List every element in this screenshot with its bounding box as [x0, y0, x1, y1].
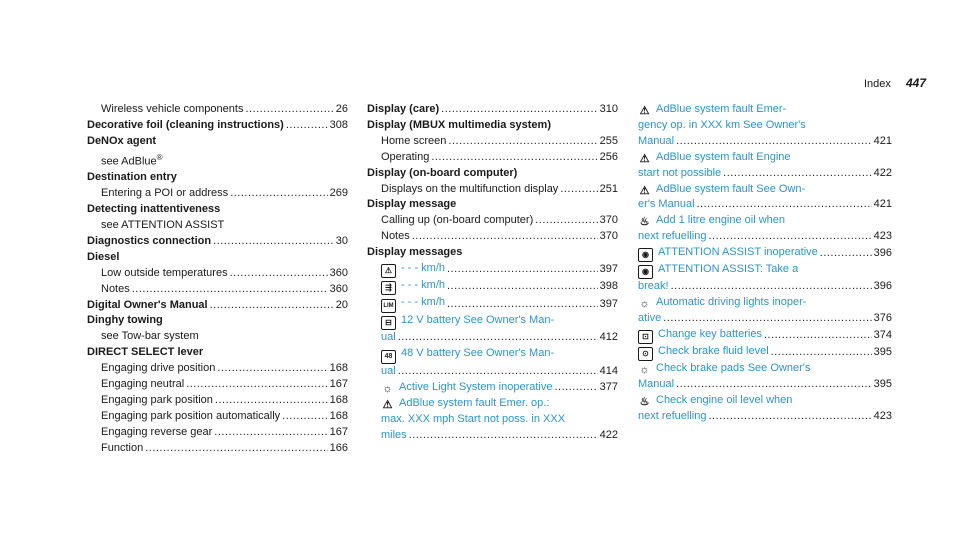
index-entry — [638, 295, 892, 311]
index-entry-cont: next refuelling ..... 423 — [638, 229, 892, 245]
index-link[interactable]: - - - km/h — [401, 296, 445, 309]
index-entry: ⇶ - - - km/h ..... 398 — [367, 278, 618, 295]
index-heading: Display (MBUX multimedia system) — [367, 118, 551, 131]
index-heading: Diesel — [87, 250, 120, 263]
index-entry — [367, 313, 618, 330]
limiter-icon: LIM — [381, 299, 396, 313]
index-link[interactable]: Automatic driving lights inoper- — [656, 296, 807, 309]
index-entry: Engaging park position ..... 168 — [87, 393, 348, 409]
index-entry: Digital Owner's Manual ..... 20 — [87, 298, 348, 314]
index-entry — [638, 150, 892, 166]
index-entry: Displays on the multifunction display ..... 251 — [367, 182, 618, 198]
index-entry: LIM - - - km/h ..... 397 — [367, 295, 618, 313]
index-heading: Display messages — [367, 246, 463, 259]
index-entry — [638, 182, 892, 198]
see-reference: see Tow-bar system — [101, 330, 199, 343]
index-entry-cont: ual ..... 412 — [367, 330, 618, 346]
index-link[interactable]: 48 V battery See Owner's Man- — [401, 346, 555, 359]
index-entry-cont: start not possible ..... 422 — [638, 166, 892, 182]
index-heading: Dinghy towing — [87, 314, 163, 327]
index-entry: Notes ..... 360 — [87, 282, 348, 298]
index-link[interactable]: Check brake fluid level — [658, 344, 769, 357]
index-entry — [638, 393, 892, 409]
index-entry: Engaging neutral ..... 167 — [87, 377, 348, 393]
index-entry — [367, 346, 618, 364]
index-entry: Function ..... 166 — [87, 441, 348, 457]
index-entry — [638, 213, 892, 229]
page-number: 447 — [905, 76, 926, 90]
brake-fluid-icon: ⊙ — [638, 347, 653, 361]
index-entry: Low outside temperatures ..... 360 — [87, 266, 348, 282]
oil-can-icon: ♨ — [639, 216, 650, 229]
index-link[interactable]: AdBlue system fault Emer- — [656, 103, 787, 115]
distance-assist-icon: ⇶ — [381, 281, 396, 295]
index-entry-cont[interactable]: max. XXX mph Start not poss. in XXX — [381, 412, 566, 425]
index-column-2 — [367, 102, 618, 444]
index-column-1 — [87, 102, 348, 457]
index-entry-cont: next refuelling ..... 423 — [638, 409, 892, 425]
index-entry: ⊙ Check brake fluid level ..... 395 — [638, 344, 892, 361]
index-entry — [638, 262, 892, 279]
index-heading: Destination entry — [87, 171, 177, 184]
index-entry: Diagnostics connection ..... 30 — [87, 234, 348, 250]
index-entry-cont: break! ..... 396 — [638, 279, 892, 295]
index-entry: Display (care) ..... 310 — [367, 102, 618, 118]
adblue-icon: ⚠ — [639, 105, 650, 117]
index-entry — [367, 396, 618, 412]
index-heading: Detecting inattentiveness — [87, 203, 221, 216]
index-entry-cont: ual ..... 414 — [367, 364, 618, 380]
index-entry-cont: ative ..... 376 — [638, 311, 892, 327]
index-entry — [638, 361, 892, 377]
light-icon: ☼ — [639, 298, 650, 311]
header-title: Index — [863, 78, 891, 90]
see-reference: see AdBlue® — [101, 152, 163, 168]
index-entry-cont: Manual ..... 395 — [638, 377, 892, 393]
index-entry: Decorative foil (cleaning instructions) ..... 308 — [87, 118, 348, 134]
adblue-icon: ⚠ — [639, 184, 650, 197]
index-link[interactable]: Add 1 litre engine oil when — [656, 214, 786, 227]
index-entry-cont: er's Manual ..... 421 — [638, 197, 892, 213]
index-link[interactable]: ATTENTION ASSIST: Take a — [658, 263, 799, 276]
adblue-icon: ⚠ — [639, 152, 650, 165]
index-heading: DeNOx agent — [87, 134, 157, 147]
battery-icon: ⊟ — [381, 316, 396, 330]
index-link[interactable]: ATTENTION ASSIST inoperative — [658, 246, 818, 259]
index-entry: Engaging reverse gear ..... 167 — [87, 425, 348, 441]
index-heading: DIRECT SELECT lever — [87, 346, 204, 359]
index-heading: Display (on-board computer) — [367, 166, 518, 179]
attention-assist-icon: ◉ — [638, 265, 653, 279]
index-entry: Engaging drive position ..... 168 — [87, 361, 348, 377]
index-entry-cont: miles ..... 422 — [367, 428, 618, 444]
index-entry: Entering a POI or address ..... 269 — [87, 186, 348, 202]
index-link[interactable]: Change key batteries — [658, 327, 762, 340]
index-entry-cont: Manual ..... 421 — [638, 134, 892, 150]
page-header — [864, 76, 926, 90]
index-link[interactable]: AdBlue system fault Emer. op.: — [399, 396, 550, 409]
index-entry: Engaging park position automatically ..... 168 — [87, 409, 348, 425]
index-entry: ⊡ Change key batteries ..... 374 — [638, 327, 892, 344]
key-battery-icon: ⊡ — [638, 330, 653, 344]
index-link[interactable]: - - - km/h — [401, 262, 445, 275]
brake-pads-icon: ☼ — [639, 363, 650, 376]
index-entry: Notes ..... 370 — [367, 229, 618, 245]
index-entry: Operating ..... 256 — [367, 150, 618, 166]
index-link[interactable]: AdBlue system fault See Own- — [656, 182, 806, 195]
index-link[interactable]: Check brake pads See Owner's — [656, 361, 811, 374]
light-icon: ☼ — [382, 382, 393, 395]
index-link[interactable]: Check engine oil level when — [656, 393, 793, 406]
oil-can-icon: ♨ — [639, 395, 650, 408]
index-entry: Wireless vehicle components ..... 26 — [87, 102, 348, 118]
index-heading: Display message — [367, 198, 457, 211]
index-entry: Home screen ..... 255 — [367, 134, 618, 150]
index-link[interactable]: Active Light System inoperative — [399, 380, 553, 393]
index-entry: ◉ ATTENTION ASSIST inoperative ..... 396 — [638, 245, 892, 262]
index-entry: ⚠ - - - km/h ..... 397 — [367, 261, 618, 278]
adblue-icon: ⚠ — [382, 398, 393, 411]
index-link[interactable]: 12 V battery See Owner's Man- — [401, 314, 555, 327]
index-entry: Calling up (on-board computer) ..... 370 — [367, 213, 618, 229]
index-entry — [638, 102, 892, 118]
attention-assist-icon: ◉ — [638, 248, 653, 262]
index-entry-cont[interactable]: gency op. in XXX km See Owner's — [638, 118, 806, 131]
warning-icon: ⚠ — [381, 264, 396, 278]
index-link[interactable]: - - - km/h — [401, 279, 445, 292]
index-column-3 — [638, 102, 892, 425]
index-entry: ☼ Active Light System inoperative ..... 377 — [367, 380, 618, 396]
see-reference: see ATTENTION ASSIST — [101, 219, 225, 231]
index-link[interactable]: AdBlue system fault Engine — [656, 150, 791, 163]
battery-48v-icon: 48 — [381, 350, 396, 364]
